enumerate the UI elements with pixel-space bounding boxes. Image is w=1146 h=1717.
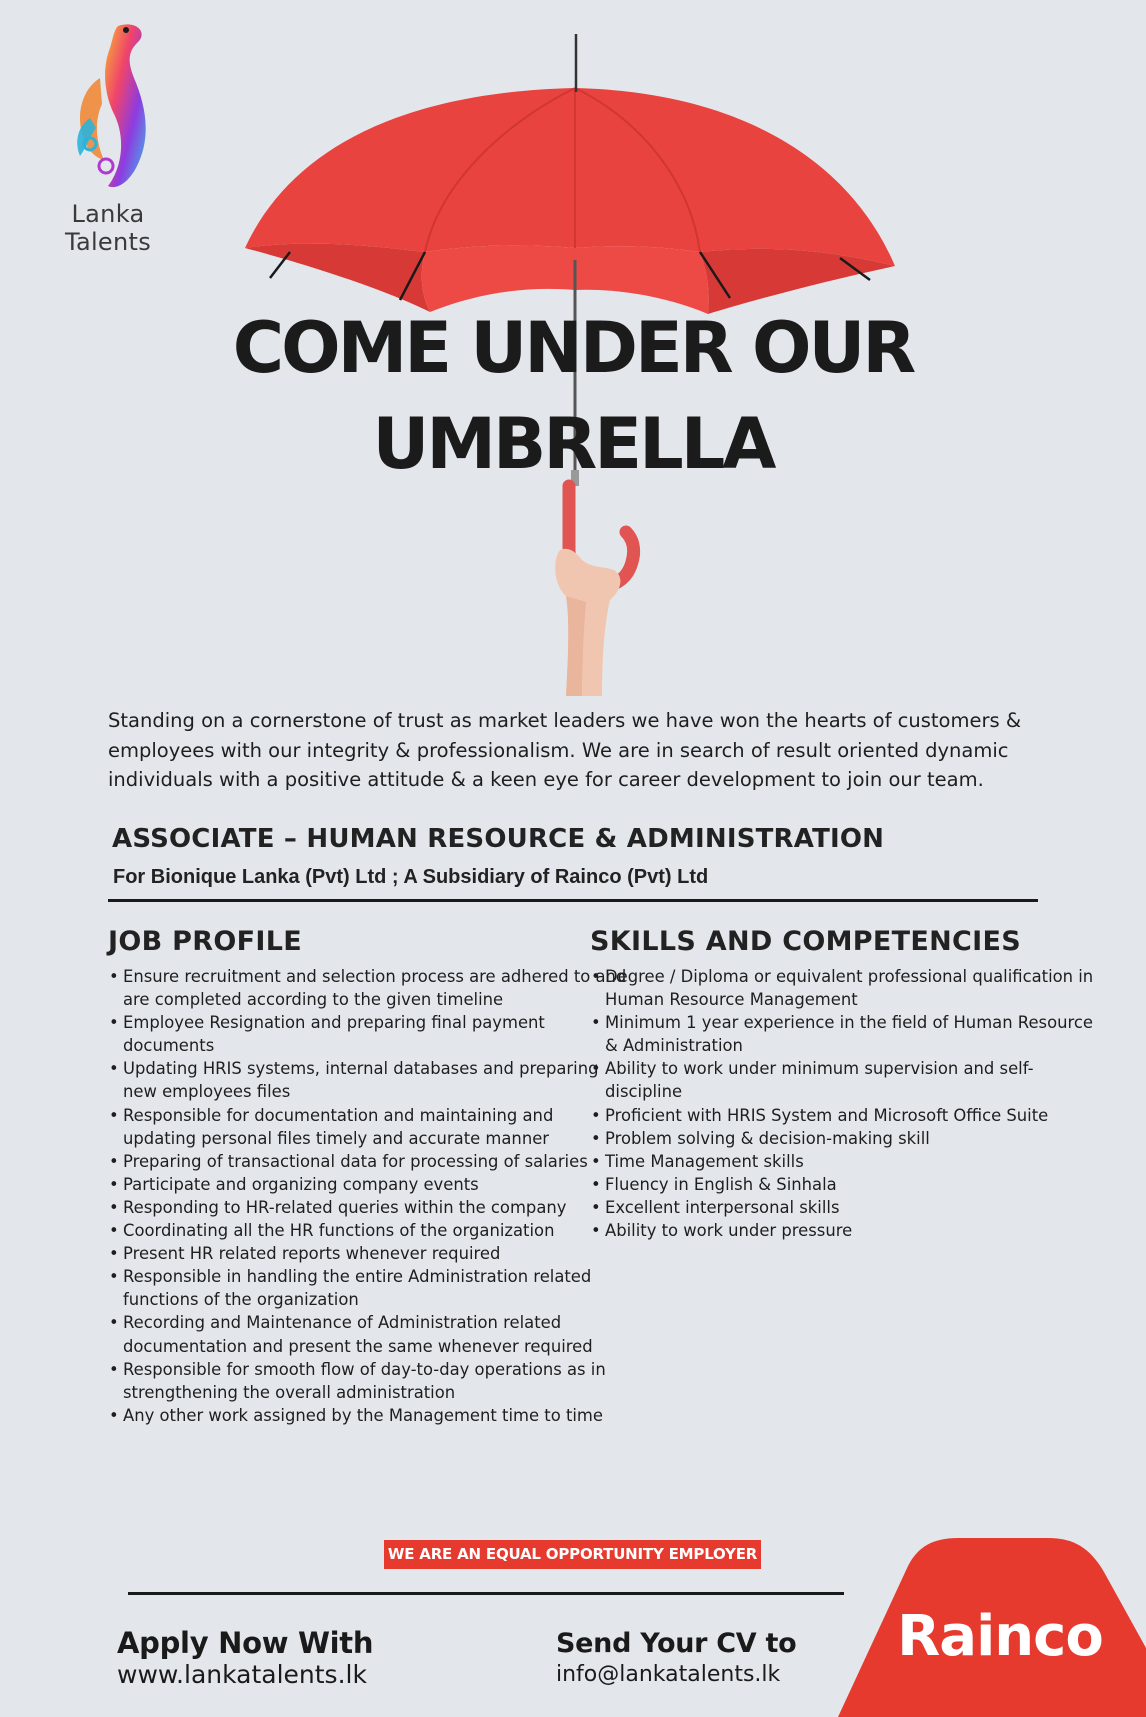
lanka-talents-logo — [28, 18, 188, 256]
peacock-logo-icon — [56, 18, 166, 193]
list-item: • Employee Resignation and preparing final payment documents — [108, 1011, 628, 1057]
list-item: • Degree / Diploma or equivalent professional qualification in Human Resource Management — [590, 965, 1110, 1011]
job-profile-section — [108, 926, 628, 1427]
list-item: • Any other work assigned by the Management time to time — [108, 1404, 628, 1427]
footer-divider — [128, 1592, 844, 1595]
list-item: • Fluency in English & Sinhala — [590, 1173, 1110, 1196]
list-item: • Recording and Maintenance of Administration related documentation and present the same whenever required — [108, 1311, 628, 1357]
company-logo-text: Rainco — [897, 1604, 1103, 1669]
cv-heading: Send Your CV to — [556, 1628, 797, 1659]
equal-opportunity-badge: WE ARE AN EQUAL OPPORTUNITY EMPLOYER — [384, 1540, 761, 1569]
list-item: • Responsible in handling the entire Administration related functions of the organization — [108, 1265, 628, 1311]
apply-url-link[interactable]: www.lankatalents.lk — [117, 1660, 367, 1689]
list-item: • Updating HRIS systems, internal databases and preparing new employees files — [108, 1057, 628, 1103]
intro-paragraph: Standing on a cornerstone of trust as market leaders we have won the hearts of customers & employees with our integrity & professionalism. We are in search of result oriented dynamic individuals with a positive attitude & a keen eye for career development to join our team. — [108, 709, 1022, 791]
list-item: • Problem solving & decision-making skill — [590, 1127, 1110, 1150]
list-item: • Coordinating all the HR functions of the organization — [108, 1219, 628, 1242]
divider — [108, 899, 1038, 902]
headline-line-2: UMBRELLA — [372, 403, 774, 485]
list-item: • Time Management skills — [590, 1150, 1110, 1173]
job-profile-list — [108, 965, 628, 1427]
list-item: • Ability to work under pressure — [590, 1219, 1110, 1242]
list-item: • Preparing of transactional data for processing of salaries — [108, 1150, 628, 1173]
headline — [200, 300, 946, 492]
job-subtitle: For Bionique Lanka (Pvt) Ltd ; A Subsidiary of Rainco (Pvt) Ltd — [113, 866, 709, 888]
skills-section — [590, 926, 1110, 1242]
list-item: • Responsible for documentation and maintaining and updating personal files timely and accurate manner — [108, 1104, 628, 1150]
skills-list — [590, 965, 1110, 1242]
list-item: • Responsible for smooth flow of day-to-day operations as in strengthening the overall administration — [108, 1358, 628, 1404]
list-item: • Ensure recruitment and selection process are adhered to and are completed according to the given timeline — [108, 965, 628, 1011]
list-item: • Proficient with HRIS System and Microsoft Office Suite — [590, 1104, 1110, 1127]
headline-line-1: COME UNDER OUR — [232, 307, 914, 389]
cv-email-link[interactable]: info@lankatalents.lk — [556, 1662, 781, 1687]
list-item: • Minimum 1 year experience in the field of Human Resource & Administration — [590, 1011, 1110, 1057]
list-item: • Responding to HR-related queries within the company — [108, 1196, 628, 1219]
list-item: • Present HR related reports whenever required — [108, 1242, 628, 1265]
job-title: ASSOCIATE – HUMAN RESOURCE & ADMINISTRATION — [112, 824, 885, 854]
job-profile-heading: JOB PROFILE — [108, 926, 302, 957]
list-item: • Participate and organizing company events — [108, 1173, 628, 1196]
list-item: • Excellent interpersonal skills — [590, 1196, 1110, 1219]
skills-heading: SKILLS AND COMPETENCIES — [590, 926, 1021, 957]
apply-heading: Apply Now With — [117, 1626, 374, 1660]
brand-name: Lanka Talents — [64, 200, 152, 256]
list-item: • Ability to work under minimum supervision and self-discipline — [590, 1057, 1110, 1103]
